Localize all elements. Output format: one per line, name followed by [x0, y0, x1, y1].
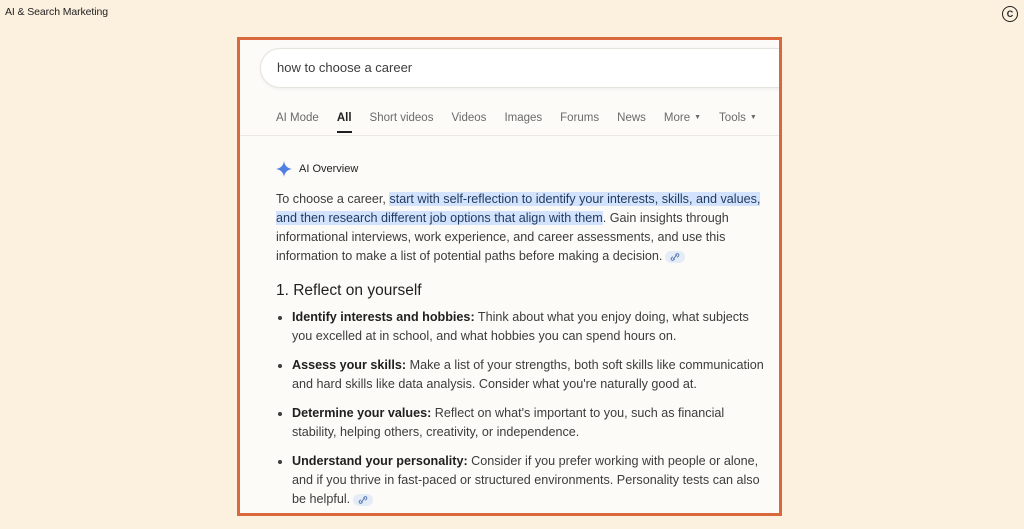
copyright-icon: C	[1002, 6, 1018, 22]
ai-overview-header	[276, 161, 358, 177]
highlighted-answer: start with self-reflection to identify your interests, skills, and values, and then research different job options that align with them	[276, 192, 761, 225]
tab-forums[interactable]: Forums	[560, 112, 600, 124]
tab-all[interactable]: All	[336, 112, 352, 124]
search-input[interactable]: how to choose a career	[260, 48, 782, 88]
tab-images[interactable]: Images	[504, 112, 543, 124]
list-item: • Understand your personality: Consider if you prefer working with people or alone, and if you thrive in fast-paced or structured environments. Personality tests can also be helpful.	[292, 452, 771, 509]
ai-overview-content	[276, 190, 771, 516]
tab-short-videos[interactable]: Short videos	[369, 112, 434, 124]
tab-ai-mode[interactable]: AI Mode	[276, 112, 319, 124]
sparkle-icon	[276, 161, 292, 177]
list-item: • Determine your values: Reflect on what's important to you, such as financial stability, helping others, creativity, or independence.	[292, 404, 771, 442]
list-item: • Identify interests and hobbies: Think about what you enjoy doing, what subjects you excelled at in school, and what hobbies you can spend hours on.	[292, 308, 771, 346]
ai-overview-label: AI Overview	[299, 163, 359, 175]
tab-more[interactable]: More ▼	[663, 112, 702, 124]
link-icon	[670, 253, 680, 261]
list-item: • Assess your skills: Make a list of your strengths, both soft skills like communication and hard skills like data analysis. Consider what you're naturally good at.	[292, 356, 771, 394]
tab-videos[interactable]: Videos	[451, 112, 487, 124]
chevron-down-icon: ▼	[694, 114, 702, 122]
section-title: 1. Reflect on yourself	[276, 282, 422, 299]
source-link-button[interactable]	[353, 494, 373, 506]
tab-tools[interactable]: Tools ▼	[719, 112, 757, 124]
tab-news[interactable]: News	[617, 112, 646, 124]
overview-intro: To choose a career, start with self-reflection to identify your interests, skills, and values, and then research different job options that align with them. Gain insights through informational interviews, work experience, and career assessments, and use this information to make a list of potential paths before making a decision.	[276, 192, 761, 263]
link-icon	[358, 496, 368, 504]
screenshot-frame	[237, 37, 782, 516]
source-link-button[interactable]	[665, 251, 685, 263]
chevron-down-icon: ▼	[749, 114, 757, 122]
search-tabs	[276, 112, 775, 124]
brand-label: AI & Search Marketing	[5, 6, 108, 18]
tab-divider	[240, 135, 779, 136]
reflection-list	[276, 308, 771, 509]
